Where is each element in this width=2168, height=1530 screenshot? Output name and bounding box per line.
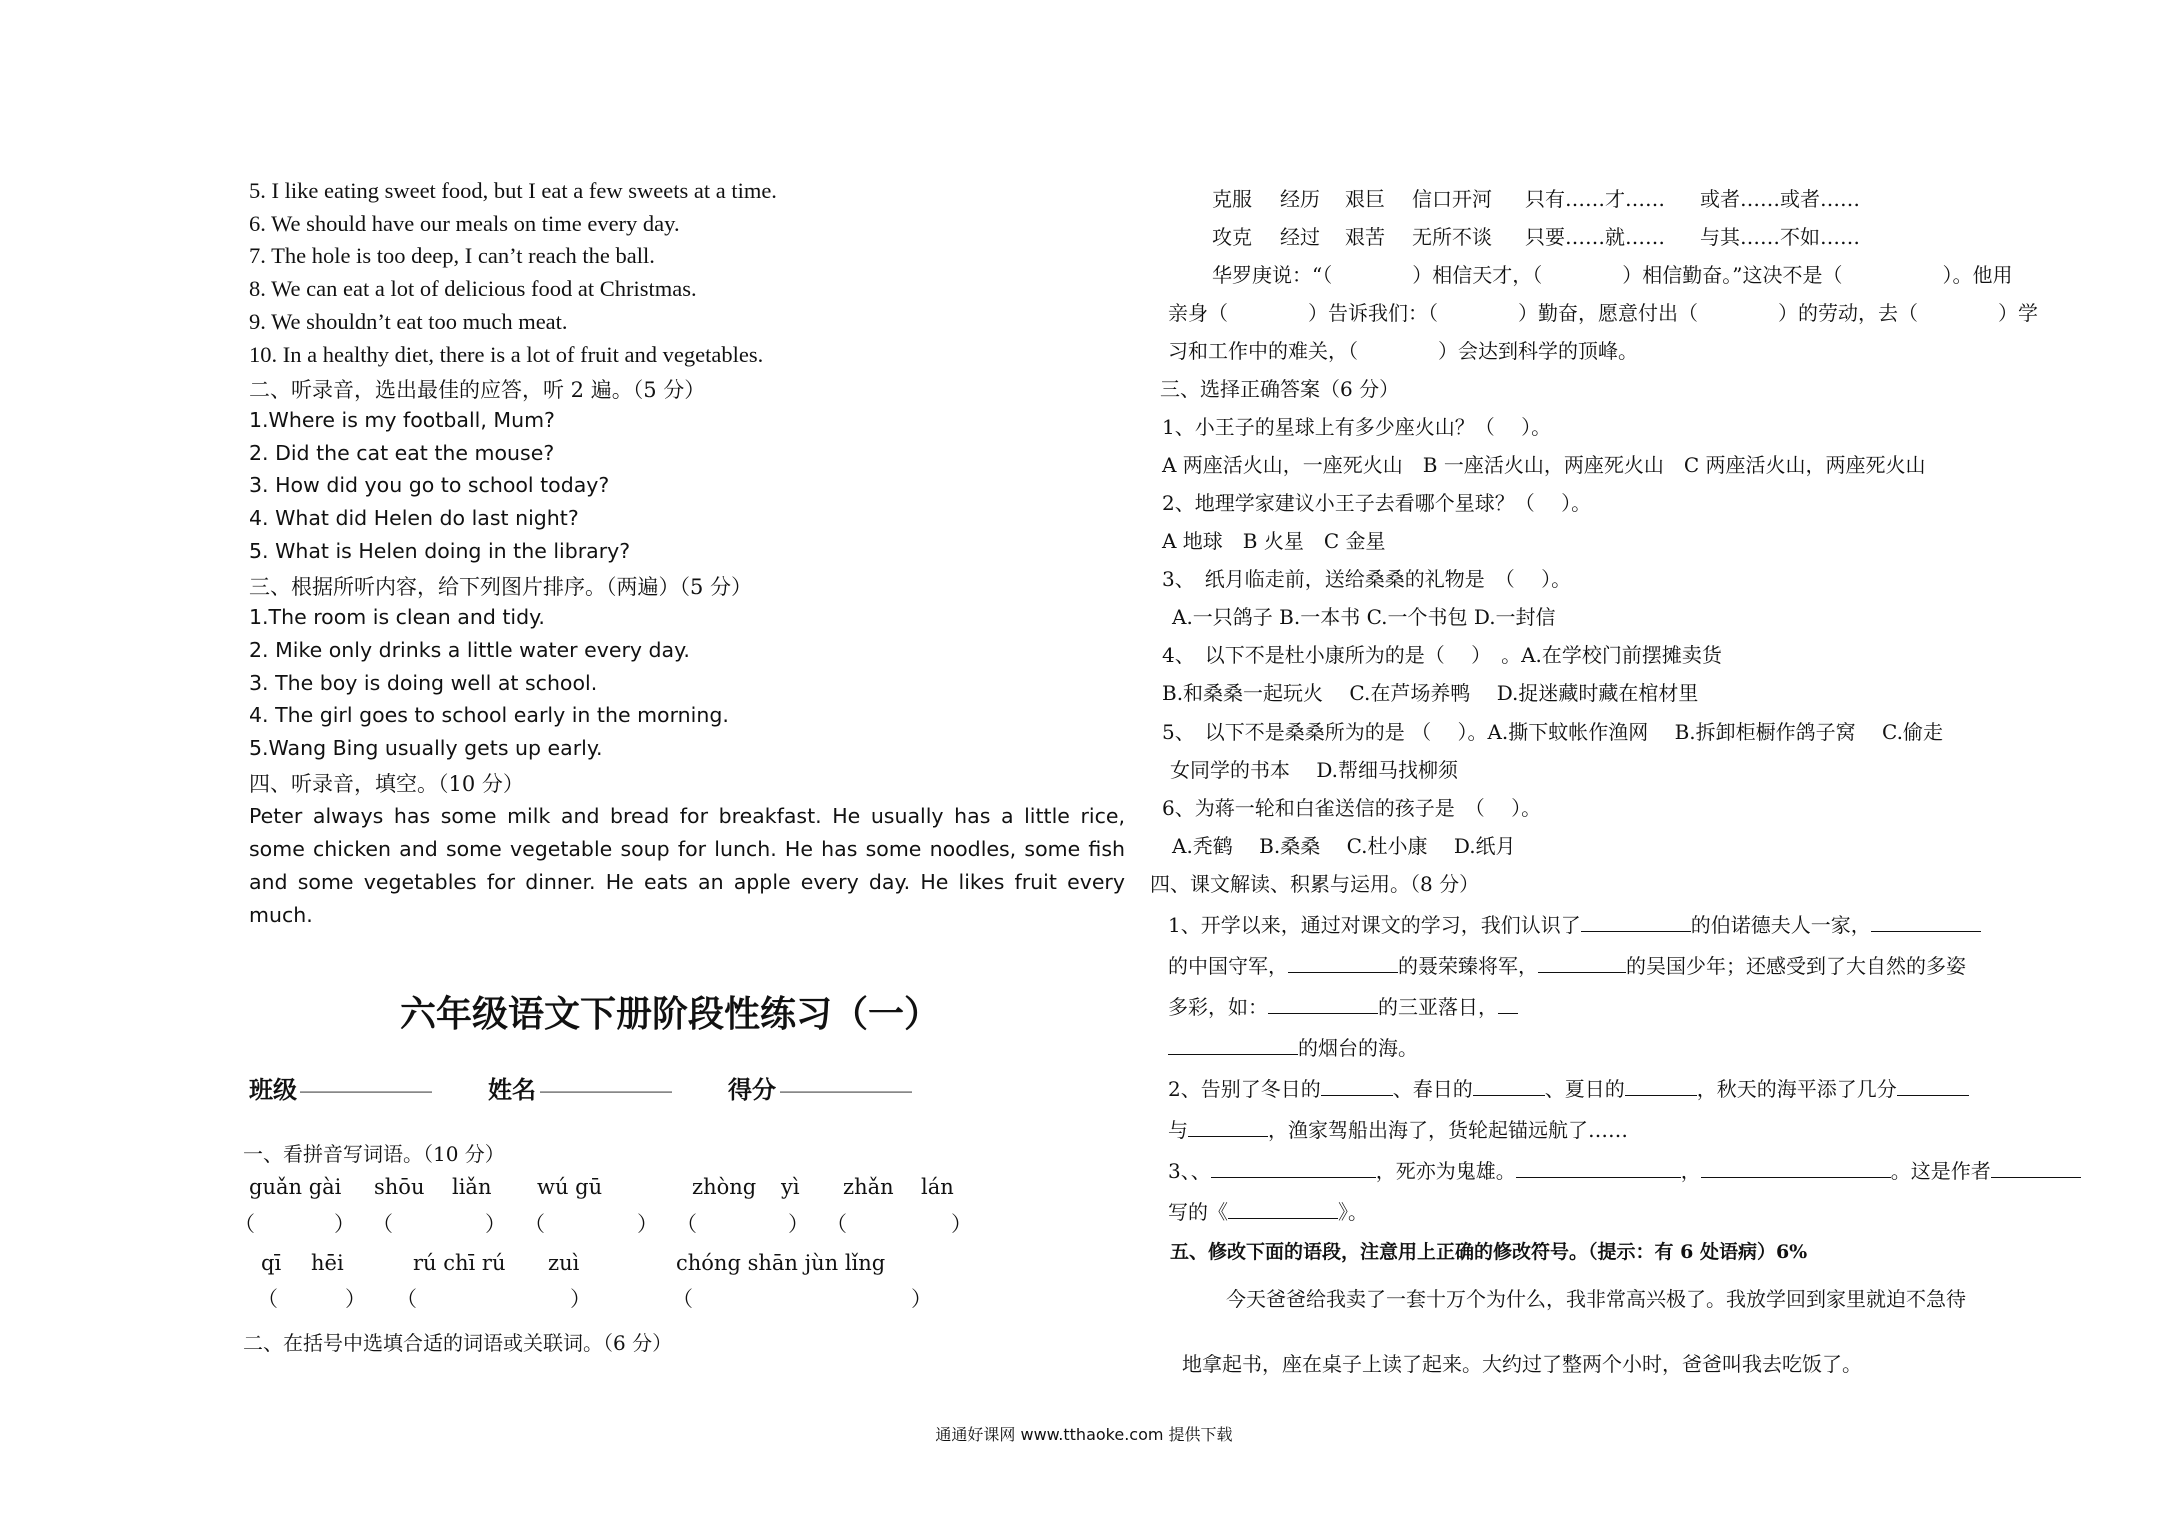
paren-open: （ <box>257 1287 278 1311</box>
question-item: 3. How did you go to school today? <box>249 473 610 497</box>
class-blank[interactable]: ____________ <box>300 1068 432 1093</box>
question-item: 1.Where is my football, Mum? <box>249 408 555 432</box>
word-bank-item: 只要……就…… <box>1525 225 1665 249</box>
paren-close: ） <box>345 1287 366 1311</box>
answer-blank[interactable] <box>1701 1155 1891 1178</box>
name-blank[interactable]: ____________ <box>540 1068 672 1093</box>
paren-close: ） <box>788 1212 809 1236</box>
word-bank-item: 无所不谈 <box>1412 225 1492 249</box>
fill-passage-line: 华罗庚说：“（ ）相信天才，（ ）相信勤奋。”这决不是（ ）。他用 <box>1212 263 2013 287</box>
reading-text: 多彩，如： <box>1168 995 1268 1019</box>
word-bank-item: 艰苦 <box>1345 225 1385 249</box>
reading-text: 、春日的 <box>1392 1077 1473 1101</box>
reading-text: 、夏日的 <box>1544 1077 1625 1101</box>
answer-blank[interactable] <box>1991 1155 2081 1178</box>
listening-item: 10. In a healthy diet, there is a lot of fruit and vegetables. <box>249 342 764 367</box>
reading-text: 1、开学以来，通过对课文的学习，我们认识了 <box>1168 913 1581 937</box>
fill-passage-line: 习和工作中的难关，（ ）会达到科学的顶峰。 <box>1168 339 1638 363</box>
reading-text: 2、告别了冬日的 <box>1168 1077 1321 1101</box>
question-item: 2. Did the cat eat the mouse? <box>249 441 555 465</box>
listening-passage: Peter always has some milk and bread for breakfast. He usually has a little rice, some chicken and some vegetable soup for lunch. He has some noodles, some fish and some vegetables for dinner. He eats an apple every day. He likes fruit every much. <box>249 804 1125 927</box>
word-bank-item: 攻克 <box>1212 225 1252 249</box>
paren-close: ） <box>334 1212 355 1236</box>
reading-question-3-line-2 <box>1168 1196 1368 1225</box>
question-item: 4. What did Helen do last night? <box>249 506 579 530</box>
word-bank-item: 与其……不如…… <box>1700 225 1860 249</box>
score-label: 得分 <box>728 1076 776 1104</box>
choice-line: 1、小王子的星球上有多少座火山？（ ）。 <box>1162 415 1552 439</box>
reading-text: 的烟台的海。 <box>1298 1036 1418 1060</box>
listening-item: 5. I like eating sweet food, but I eat a few sweets at a time. <box>249 178 777 203</box>
pinyin-text: zhòng <box>692 1175 757 1199</box>
reading-text: 》。 <box>1338 1200 1368 1224</box>
answer-blank[interactable] <box>1228 1196 1338 1219</box>
pinyin-text: wú gū <box>537 1175 603 1199</box>
answer-blank[interactable] <box>1211 1155 1376 1178</box>
section-heading: 五、修改下面的语段，注意用上正确的修改符号。（提示：有 6 处语病）6% <box>1170 1241 1808 1263</box>
choice-line: 女同学的书本 D.帮细马找柳须 <box>1170 758 1459 782</box>
pinyin-text: yì <box>781 1175 800 1199</box>
paren-open: （ <box>396 1287 417 1311</box>
revision-passage-line: 地拿起书，座在桌子上读了起来。大约过了整两个小时，爸爸叫我去吃饭了。 <box>1182 1352 1862 1376</box>
reading-text: 的三亚落日， <box>1378 995 1498 1019</box>
paren-close: ） <box>485 1212 506 1236</box>
paren-close: ） <box>637 1212 658 1236</box>
reading-question-1-line-2 <box>1168 950 1966 979</box>
listening-item: 6. We should have our meals on time every day. <box>249 211 680 236</box>
word-bank-item: 只有……才…… <box>1525 187 1665 211</box>
revision-passage-line: 今天爸爸给我卖了一套十万个为什么，我非常高兴极了。我放学回到家里就迫不急待 <box>1226 1287 1966 1311</box>
paren-open: （ <box>826 1212 847 1236</box>
pinyin-text: liǎn <box>452 1175 492 1199</box>
answer-blank[interactable] <box>1498 991 1518 1014</box>
pinyin-text: zuì <box>548 1251 580 1275</box>
reading-text: ， <box>1680 1159 1701 1183</box>
paren-close: ） <box>570 1287 591 1311</box>
answer-blank[interactable] <box>1538 950 1626 973</box>
word-bank-item: 信口开河 <box>1412 187 1492 211</box>
reading-question-1-line-4 <box>1168 1032 1418 1061</box>
answer-blank[interactable] <box>1516 1155 1681 1178</box>
choice-line: 2、地理学家建议小王子去看哪个星球？（ ）。 <box>1162 491 1592 515</box>
pinyin-text: chóng shān jùn lǐng <box>676 1251 886 1275</box>
listening-item: 8. We can eat a lot of delicious food at Christmas. <box>249 276 697 301</box>
section-heading: 二、听录音，选出最佳的应答，听 2 遍。（5 分） <box>249 378 706 402</box>
answer-blank[interactable] <box>1321 1073 1393 1096</box>
choice-line: A 两座活火山，一座死火山 B 一座活火山，两座死火山 C 两座活火山，两座死火山 <box>1162 453 1926 477</box>
section-heading: 四、课文解读、积累与运用。（8 分） <box>1150 872 1480 896</box>
pinyin-text: qī <box>261 1251 282 1275</box>
reading-text: 。这是作者 <box>1890 1159 1991 1183</box>
pinyin-text: zhǎn <box>843 1175 894 1199</box>
question-item: 5. What is Helen doing in the library? <box>249 539 631 563</box>
section-heading: 三、根据所听内容，给下列图片排序。（两遍）（5 分） <box>249 575 753 599</box>
pinyin-text: lán <box>921 1175 954 1199</box>
question-item: 3. The boy is doing well at school. <box>249 671 598 695</box>
reading-question-3-line-1 <box>1168 1155 2081 1184</box>
paren-close: ） <box>911 1287 932 1311</box>
section-heading: 四、听录音，填空。（10 分） <box>249 772 524 796</box>
listening-item: 9. We shouldn’t eat too much meat. <box>249 309 568 334</box>
word-bank-item: 经过 <box>1280 225 1320 249</box>
question-item: 1.The room is clean and tidy. <box>249 605 545 629</box>
answer-blank[interactable] <box>1268 991 1378 1014</box>
question-item: 2. Mike only drinks a little water every day. <box>249 638 690 662</box>
reading-text: 的吴国少年；还感受到了大自然的多姿 <box>1626 954 1966 978</box>
reading-question-1-line-1 <box>1168 909 1981 938</box>
reading-text: 写的《 <box>1168 1200 1228 1224</box>
section-heading: 三、选择正确答案（6 分） <box>1160 377 1400 401</box>
pinyin-text: guǎn gài <box>249 1175 342 1199</box>
question-item: 4. The girl goes to school early in the morning. <box>249 703 729 727</box>
word-bank-item: 艰巨 <box>1345 187 1385 211</box>
answer-blank[interactable] <box>1288 950 1398 973</box>
answer-blank[interactable] <box>1625 1073 1697 1096</box>
paren-open: （ <box>672 1287 693 1311</box>
answer-blank[interactable] <box>1473 1073 1545 1096</box>
word-bank-item: 克服 <box>1212 187 1252 211</box>
answer-blank[interactable] <box>1897 1073 1969 1096</box>
paren-open: （ <box>372 1212 393 1236</box>
reading-text: 3、、 <box>1168 1159 1211 1183</box>
reading-text: ，秋天的海平添了几分 <box>1696 1077 1897 1101</box>
choice-line: A 地球 B 火星 C 金星 <box>1162 529 1386 553</box>
paren-open: （ <box>676 1212 697 1236</box>
score-blank[interactable]: ____________ <box>780 1068 912 1093</box>
word-bank-item: 经历 <box>1280 187 1320 211</box>
answer-blank[interactable] <box>1168 1032 1298 1055</box>
choice-line: 6、为蒋一轮和白雀送信的孩子是 （ ）。 <box>1162 796 1542 820</box>
exam-title: 六年级语文下册阶段性练习（一） <box>400 994 941 1035</box>
reading-text: 与 <box>1168 1118 1188 1142</box>
choice-line: 4、 以下不是杜小康所为的是（ ） 。A.在学校门前摆摊卖货 <box>1162 643 1722 667</box>
choice-line: A.秃鹤 B.桑桑 C.杜小康 D.纸月 <box>1172 834 1516 858</box>
choice-line: 3、 纸月临走前，送给桑桑的礼物是 （ ）。 <box>1162 567 1572 591</box>
section-heading: 二、在括号中选填合适的词语或关联词。（6 分） <box>243 1331 673 1355</box>
fill-passage-line: 亲身（ ）告诉我们：（ ）勤奋，愿意付出（ ）的劳动，去（ ）学 <box>1168 301 2038 325</box>
paren-open: （ <box>524 1212 545 1236</box>
answer-blank[interactable] <box>1871 909 1981 932</box>
footer-source: 通通好课网 www.tthaoke.com 提供下载 <box>935 1425 1233 1444</box>
reading-question-2-line-1 <box>1168 1073 1969 1102</box>
reading-question-1-line-3 <box>1168 991 1518 1020</box>
question-item: 5.Wang Bing usually gets up early. <box>249 736 603 760</box>
reading-text: ，渔家驾船出海了，货轮起锚远航了…… <box>1268 1118 1628 1142</box>
reading-question-2-line-2 <box>1168 1114 1628 1143</box>
answer-blank[interactable] <box>1581 909 1691 932</box>
paren-open: （ <box>234 1212 255 1236</box>
reading-text: ，死亦为鬼雄。 <box>1375 1159 1516 1183</box>
reading-text: 的伯诺德夫人一家， <box>1690 913 1871 937</box>
reading-text: 的中国守军， <box>1168 954 1288 978</box>
pinyin-text: rú chī rú <box>413 1251 506 1275</box>
paren-close: ） <box>951 1212 972 1236</box>
listening-item: 7. The hole is too deep, I can’t reach the ball. <box>249 243 655 268</box>
choice-line: A.一只鸽子 B.一本书 C.一个书包 D.一封信 <box>1172 605 1556 629</box>
word-bank-item: 或者……或者…… <box>1700 187 1860 211</box>
name-label: 姓名 <box>488 1076 536 1104</box>
pinyin-heading: 一、看拼音写词语。（10 分） <box>243 1142 505 1166</box>
class-label: 班级 <box>249 1076 297 1104</box>
pinyin-text: shōu <box>374 1175 425 1199</box>
reading-text: 的聂荣臻将军， <box>1398 954 1538 978</box>
choice-line: B.和桑桑一起玩火 C.在芦场养鸭 D.捉迷藏时藏在棺材里 <box>1162 681 1699 705</box>
choice-line: 5、 以下不是桑桑所为的是 （ ）。A.撕下蚊帐作渔网 B.拆卸柜橱作鸽子窝 C.偷走 <box>1162 720 1943 744</box>
pinyin-text: hēi <box>311 1251 344 1275</box>
answer-blank[interactable] <box>1188 1114 1268 1137</box>
